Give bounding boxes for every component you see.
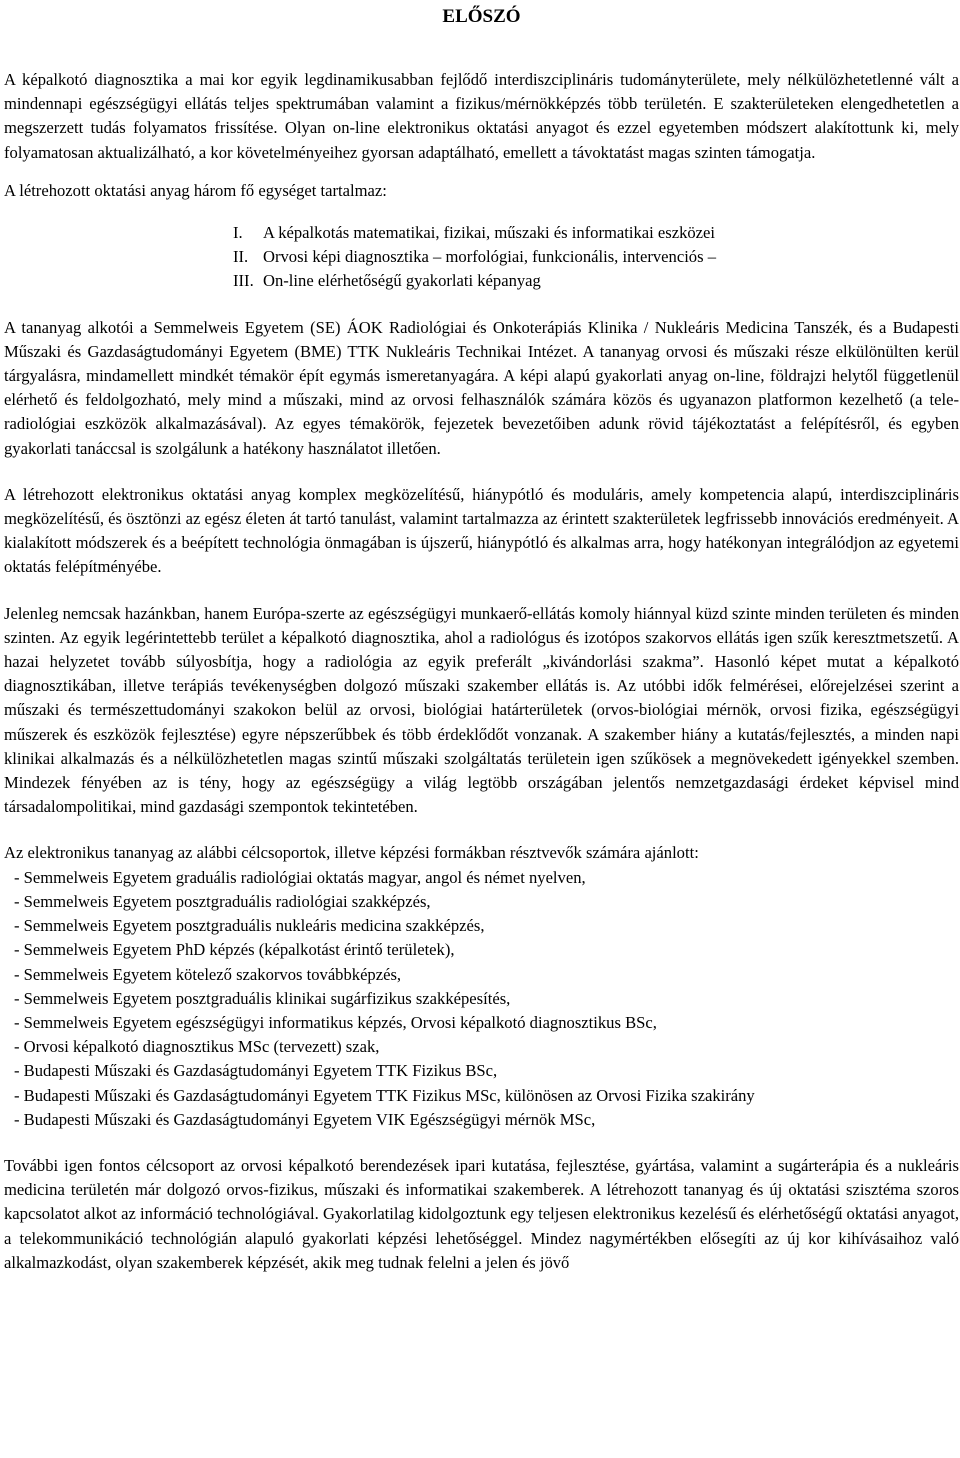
list-item: - Budapesti Műszaki és Gazdaságtudományi Egyetem VIK Egészségügyi mérnök MSc, <box>14 1109 596 1129</box>
list-item-number: II. <box>233 247 249 267</box>
list-item: - Budapesti Műszaki és Gazdaságtudományi Egyetem TTK Fizikus BSc, <box>14 1061 498 1081</box>
list-item <box>233 221 959 245</box>
list-item-number: I. <box>233 223 243 243</box>
target-groups-list <box>4 866 959 1132</box>
list-item <box>233 245 959 269</box>
target-groups-lead: Az elektronikus tananyag az alábbi célcsoportok, illetve képzési formákban résztvevők számára ajánlott: <box>4 843 699 863</box>
list-item: - Semmelweis Egyetem egészségügyi informatikus képzés, Orvosi képalkotó diagnosztikus BSc, <box>14 1012 657 1032</box>
list-item: - Semmelweis Egyetem PhD képzés (képalkotást érintő területek), <box>14 940 455 960</box>
current-situation-paragraph: Jelenleg nemcsak hazánkban, hanem Európa-szerte az egészségügyi munkaerő-ellátás komoly hiánnyal küzd szinte minden területen és minden szinten. Az egyik legérintettebb terület a képalkotó diagnosztika, ahol a radiológus és izotópos szakorvos ellátás igen szűk keresztmetszetű. A hazai helyzetet tovább súlyosbítja, hogy a radiológia az egyik preferált „kivándorlási szakma”. Hasonló képet mutat a képalkotó diagnosztikában, illetve terápiás tevékenységben dolgozó műszaki szakember ellátás is. Az utóbbi idők felmérései, előrejelzései szerint a műszaki és természettudományi szakokon belül az orvosi, biológiai határterületek (orvos-biológiai mérnök, orvosi fizika, egészségügyi műszerek és eszközök fejlesztése) egyre népszerűbbek és több érdeklődőt vonzanak. A szakember hiány a kutatás/fejlesztés, a minden napi klinikai alkalmazás és a nélkülözhetetlen magas szintű műszaki szolgáltatás területein igen szűkösek a megnövekedett igényekkel szemben. Mindezek fényében az is tény, hogy az egészségügy a világ legtöbb országában jelentős nemzetgazdasági érdeket képvisel mind társadalompolitikai, mind gazdasági szempontok tekintetében. <box>4 603 959 817</box>
authors-paragraph: A tananyag alkotói a Semmelweis Egyetem (SE) ÁOK Radiológiai és Onkoterápiás Klinika / Nukleáris Medicina Tanszék, és a Budapesti Műszaki és Gazdaságtudományi Egyetem (BME) TTK Nukleáris Technikai Intézet. A tananyag orvosi és műszaki része elkülönülten kerül tárgyalásra, mindamellett mindkét témakör épít egymás ismeretanyagára. A képi alapú gyakorlati anyag on-line, földrajzi helytől függetlenül elérhető és feldolgozható, mely mind a műszaki, mind az orvosi felhasználók számára közös és ugyanazon platformon kezelhető (a tele-radiológiai eszközök alkalmazásával). Az egyes témakörök, fejezetek bevezetőiben adunk rövid tájékoztatást a felépítésről, és egyben gyakorlati tanáccsal is szolgálunk a hatékony használatot illetően. <box>4 317 959 458</box>
list-item-text: On-line elérhetőségű gyakorlati képanyag <box>263 271 541 291</box>
list-item: - Orvosi képalkotó diagnosztikus MSc (tervezett) szak, <box>14 1037 380 1057</box>
list-item-text: Orvosi képi diagnosztika – morfológiai, funkcionális, intervenciós – <box>263 247 717 267</box>
list-item: - Semmelweis Egyetem posztgraduális radiológiai szakképzés, <box>14 891 431 911</box>
list-item: - Semmelweis Egyetem kötelező szakorvos továbbképzés, <box>14 964 402 984</box>
intro-paragraph: A képalkotó diagnosztika a mai kor egyik legdinamikusabban fejlődő interdiszciplináris tudományterülete, mely nélkülözhetetlenné vált a mindennapi egészségügyi ellátás teljes spektrumában valamint a fizikus/mérnökképzés több területén. E szakterületeken elengedhetetlen a megszerzett tudás folyamatos frissítése. Olyan on-line elektronikus oktatási anyagot és ezzel egyetemben módszert alakítottunk ki, mely folyamatosan aktualizálható, a kor követelményeihez gyorsan adaptálható, emellett a távoktatást magas szinten támogatja. <box>4 70 959 162</box>
list-item: - Semmelweis Egyetem posztgraduális nukleáris medicina szakképzés, <box>14 916 485 936</box>
list-item <box>233 269 959 293</box>
page-title: ELŐSZÓ <box>442 6 521 27</box>
list-item: - Budapesti Műszaki és Gazdaságtudományi Egyetem TTK Fizikus MSc, különösen az Orvosi Fizika szakirány <box>14 1085 755 1105</box>
list-item-number: III. <box>233 271 254 291</box>
units-lead-paragraph: A létrehozott oktatási anyag három fő egységet tartalmaz: <box>4 180 387 200</box>
units-list <box>4 221 959 294</box>
list-item: - Semmelweis Egyetem posztgraduális klinikai sugárfizikus szakképesítés, <box>14 988 511 1008</box>
complex-material-paragraph: A létrehozott elektronikus oktatási anyag komplex megközelítésű, hiánypótló és moduláris, amely kompetencia alapú, interdiszciplináris megközelítésű, és ösztönzi az egész életen át tartó tanulást, valamint tartalmazza az érintett szakterületek legfrissebb innovációs eredményeit. A kialakított módszerek és a beépített technológia önmagában is újszerű, hiánypótló és alkalmas arra, hogy hatékonyan integrálódjon az egyetemi oktatás felépítményébe. <box>4 484 959 577</box>
list-item-text: A képalkotás matematikai, fizikai, műszaki és informatikai eszközei <box>263 223 716 243</box>
further-target-paragraph: További igen fontos célcsoport az orvosi képalkotó berendezések ipari kutatása, fejlesztése, gyártása, valamint a sugárterápia és a nukleáris medicina területén már dolgozó orvos-fizikus, műszaki és informatikai szakemberek. A létrehozott tananyag és új oktatási szisztéma szoros kapcsolatot alkot az információ technológiával. Gyakorlatilag kidolgoztunk egy teljesen elektronikus kezelésű és elérhetőségű oktatási anyagot, a telekommunikáció technológián alapuló gyakorlati képzési lehetőséggel. Mindez nagymértékben elősegíti az új kor kihívásaihoz való alkalmazkodást, olyan szakemberek képzését, akik meg tudnak felelni a jelen és jövő <box>4 1155 959 1272</box>
list-item: - Semmelweis Egyetem graduális radiológiai oktatás magyar, angol és német nyelven, <box>14 867 586 887</box>
